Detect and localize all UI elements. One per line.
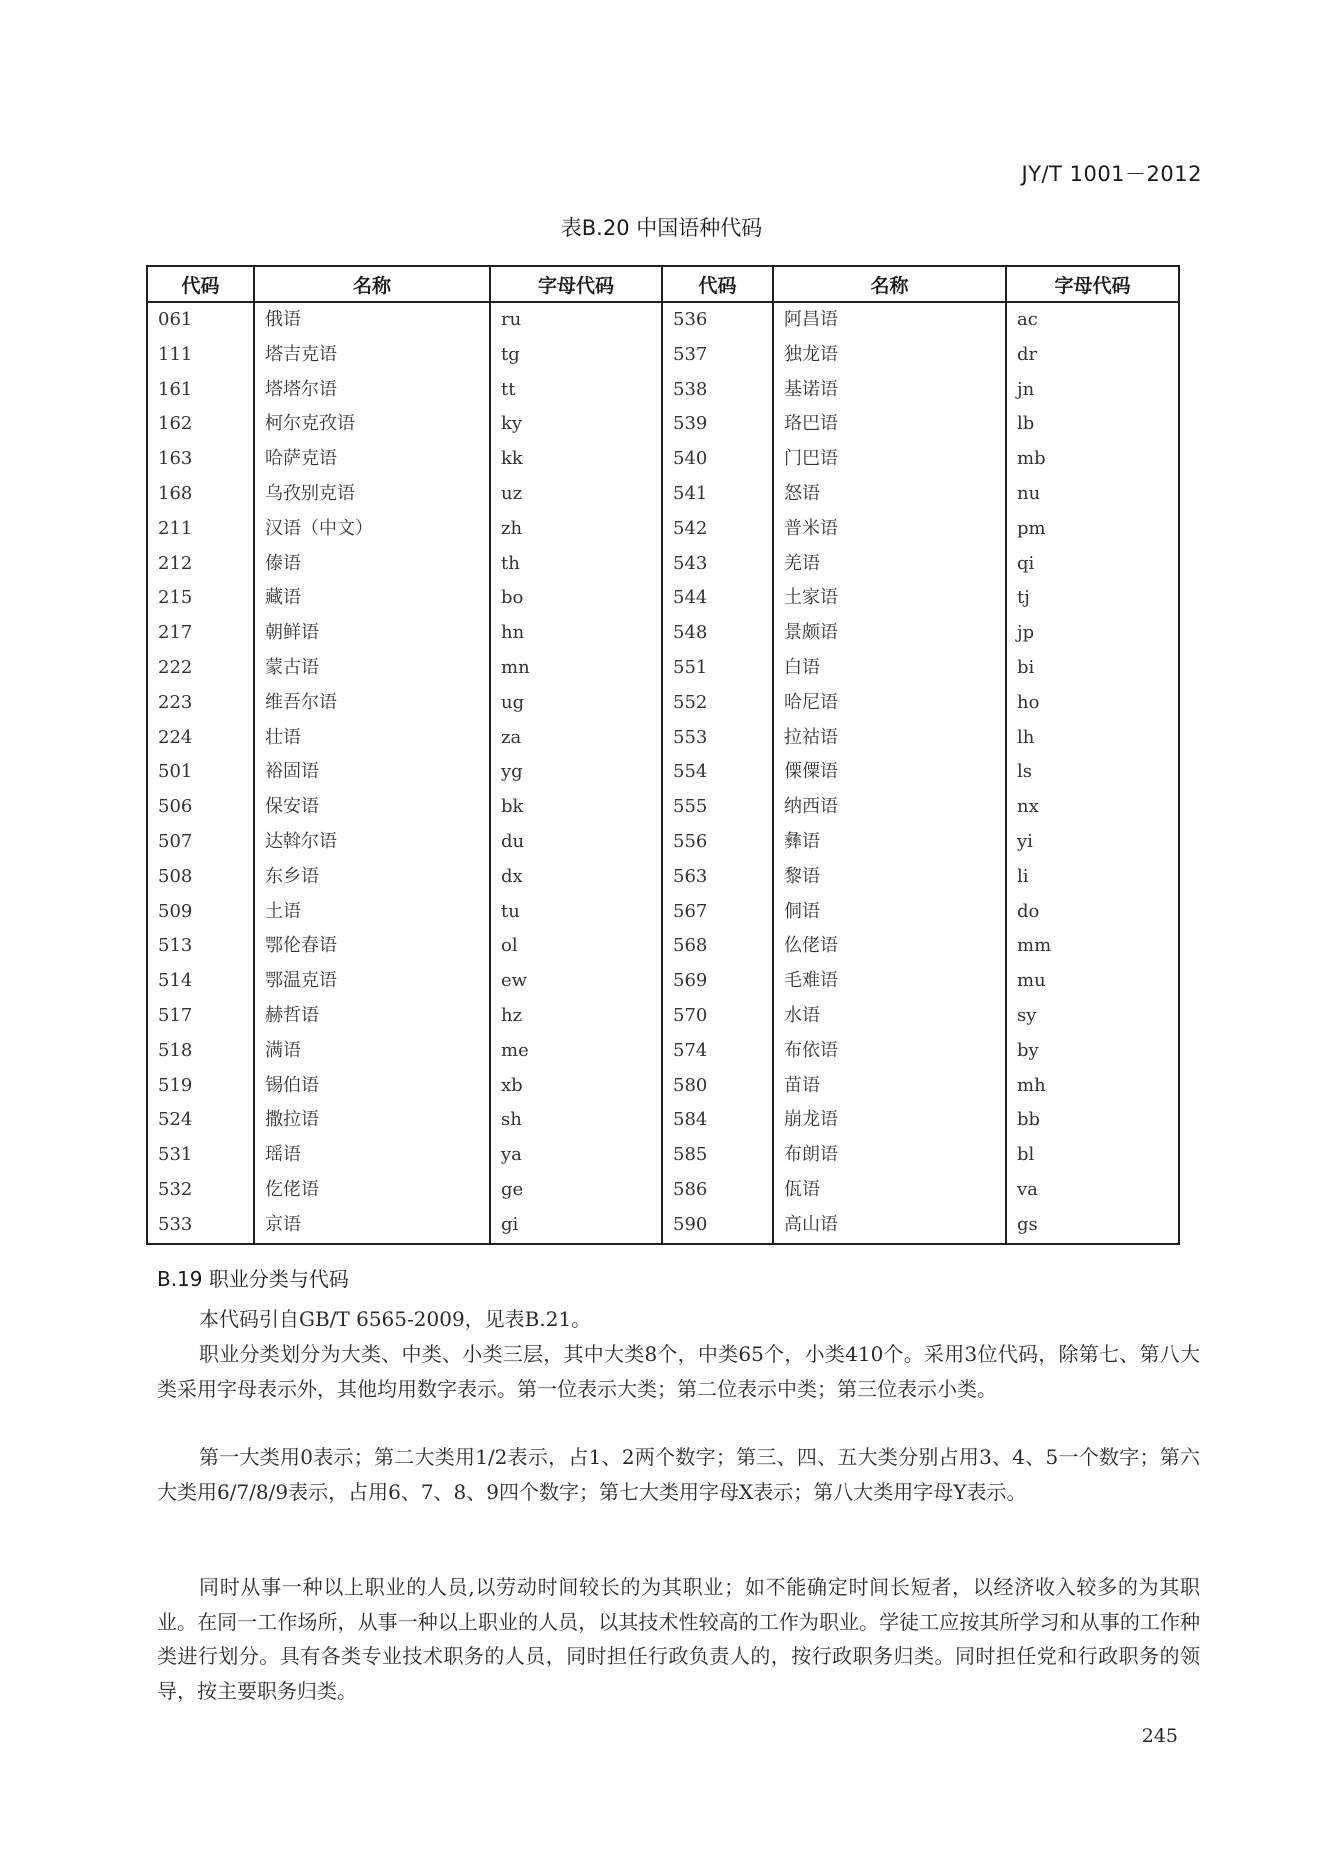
- cell-name: 俄语: [254, 302, 490, 338]
- cell-name: 仫佬语: [773, 929, 1006, 964]
- cell-name: 布朗语: [773, 1138, 1006, 1173]
- language-code-table: [146, 265, 1180, 1245]
- cell-name: 普米语: [773, 512, 1006, 547]
- cell-name: 柯尔克孜语: [254, 407, 490, 442]
- cell-letter-code: xb: [490, 1069, 662, 1104]
- cell-name: 阿昌语: [773, 302, 1006, 338]
- cell-letter-code: lh: [1006, 721, 1179, 756]
- cell-name: 侗语: [773, 895, 1006, 930]
- cell-letter-code: mm: [1006, 929, 1179, 964]
- paragraph: 本代码引自GB/T 6565-2009，见表B.21。: [199, 1307, 592, 1331]
- cell-letter-code: sy: [1006, 999, 1179, 1034]
- cell-letter-code: tj: [1006, 581, 1179, 616]
- cell-letter-code: tg: [490, 338, 662, 373]
- cell-code: 222: [147, 651, 254, 686]
- cell-code: 531: [147, 1138, 254, 1173]
- cell-letter-code: va: [1006, 1173, 1179, 1208]
- cell-name: 裕固语: [254, 755, 490, 790]
- table-row: [147, 373, 1179, 408]
- cell-name: 维吾尔语: [254, 686, 490, 721]
- cell-letter-code: tu: [490, 895, 662, 930]
- cell-code: 501: [147, 755, 254, 790]
- cell-name: 白语: [773, 651, 1006, 686]
- cell-name: 仡佬语: [254, 1173, 490, 1208]
- cell-code: 574: [662, 1034, 773, 1069]
- table-row: [147, 1173, 1179, 1208]
- cell-letter-code: mh: [1006, 1069, 1179, 1104]
- column-header-name: 名称: [254, 266, 490, 302]
- cell-letter-code: yg: [490, 755, 662, 790]
- cell-name: 珞巴语: [773, 407, 1006, 442]
- cell-name: 东乡语: [254, 860, 490, 895]
- cell-letter-code: nx: [1006, 790, 1179, 825]
- table-body: [147, 302, 1179, 1244]
- cell-name: 傈僳语: [773, 755, 1006, 790]
- cell-name: 京语: [254, 1208, 490, 1244]
- cell-letter-code: ls: [1006, 755, 1179, 790]
- paragraph: 同时从事一种以上职业的人员,以劳动时间较长的为其职业；如不能确定时间长短者，以经济收入较多的为其职业。在同一工作场所，从事一种以上职业的人员，以其技术性较高的工作为职业。学徒工应按其所学习和从事的工作种类进行划分。具有各类专业技术职务的人员，同时担任行政负责人的，按行政职务归类。同时担任党和行政职务的领导，按主要职务归类。: [157, 1575, 1200, 1703]
- table-row: [147, 999, 1179, 1034]
- cell-code: 539: [662, 407, 773, 442]
- cell-code: 161: [147, 373, 254, 408]
- paragraph: 第一大类用0表示；第二大类用1/2表示，占1、2两个数字；第三、四、五大类分别占用3、4、5一个数字；第六大类用6/7/8/9表示，占用6、7、8、9四个数字；第七大类用字母X表示；第八大类用字母Y表示。: [157, 1445, 1200, 1504]
- cell-name: 塔塔尔语: [254, 373, 490, 408]
- table-row: [147, 860, 1179, 895]
- paragraph: 职业分类划分为大类、中类、小类三层，其中大类8个，中类65个，小类410个。采用3位代码，除第七、第八大类采用字母表示外，其他均用数字表示。第一位表示大类；第二位表示中类；第三位表示小类。: [157, 1342, 1200, 1401]
- cell-code: 514: [147, 964, 254, 999]
- table-row: [147, 686, 1179, 721]
- table-row: [147, 477, 1179, 512]
- cell-letter-code: ky: [490, 407, 662, 442]
- cell-name: 汉语（中文）: [254, 512, 490, 547]
- cell-code: 556: [662, 825, 773, 860]
- cell-letter-code: qi: [1006, 547, 1179, 582]
- cell-code: 536: [662, 302, 773, 338]
- cell-letter-code: nu: [1006, 477, 1179, 512]
- cell-code: 544: [662, 581, 773, 616]
- cell-letter-code: mn: [490, 651, 662, 686]
- cell-letter-code: ug: [490, 686, 662, 721]
- cell-code: 168: [147, 477, 254, 512]
- table-row: [147, 825, 1179, 860]
- cell-name: 傣语: [254, 547, 490, 582]
- cell-name: 土语: [254, 895, 490, 930]
- cell-name: 黎语: [773, 860, 1006, 895]
- column-header-code: 代码: [662, 266, 773, 302]
- cell-code: 590: [662, 1208, 773, 1244]
- cell-code: 162: [147, 407, 254, 442]
- cell-code: 570: [662, 999, 773, 1034]
- cell-code: 538: [662, 373, 773, 408]
- cell-name: 哈萨克语: [254, 442, 490, 477]
- cell-code: 519: [147, 1069, 254, 1104]
- cell-code: 568: [662, 929, 773, 964]
- cell-code: 537: [662, 338, 773, 373]
- cell-name: 瑶语: [254, 1138, 490, 1173]
- cell-letter-code: ho: [1006, 686, 1179, 721]
- cell-code: 584: [662, 1103, 773, 1138]
- table-row: [147, 895, 1179, 930]
- table-row: [147, 1069, 1179, 1104]
- table-row: [147, 338, 1179, 373]
- cell-letter-code: ge: [490, 1173, 662, 1208]
- cell-letter-code: hn: [490, 616, 662, 651]
- cell-name: 撒拉语: [254, 1103, 490, 1138]
- cell-letter-code: dx: [490, 860, 662, 895]
- table-row: [147, 1034, 1179, 1069]
- cell-name: 哈尼语: [773, 686, 1006, 721]
- cell-letter-code: jn: [1006, 373, 1179, 408]
- cell-code: 533: [147, 1208, 254, 1244]
- table-row: [147, 442, 1179, 477]
- cell-code: 223: [147, 686, 254, 721]
- table-title: 表B.20 中国语种代码: [560, 216, 763, 240]
- cell-code: 567: [662, 895, 773, 930]
- table-row: [147, 1138, 1179, 1173]
- cell-code: 553: [662, 721, 773, 756]
- standard-code: JY/T 1001－2012: [1021, 162, 1202, 186]
- cell-code: 517: [147, 999, 254, 1034]
- cell-name: 达斡尔语: [254, 825, 490, 860]
- cell-letter-code: lb: [1006, 407, 1179, 442]
- cell-letter-code: li: [1006, 860, 1179, 895]
- cell-code: 585: [662, 1138, 773, 1173]
- cell-code: 513: [147, 929, 254, 964]
- page-number: 245: [1141, 1725, 1178, 1747]
- cell-code: 569: [662, 964, 773, 999]
- cell-code: 541: [662, 477, 773, 512]
- cell-code: 555: [662, 790, 773, 825]
- cell-letter-code: ew: [490, 964, 662, 999]
- cell-code: 224: [147, 721, 254, 756]
- cell-name: 满语: [254, 1034, 490, 1069]
- table-row: [147, 755, 1179, 790]
- column-header-code: 代码: [147, 266, 254, 302]
- cell-name: 朝鲜语: [254, 616, 490, 651]
- cell-code: 548: [662, 616, 773, 651]
- cell-name: 苗语: [773, 1069, 1006, 1104]
- cell-letter-code: do: [1006, 895, 1179, 930]
- cell-name: 崩龙语: [773, 1103, 1006, 1138]
- cell-code: 542: [662, 512, 773, 547]
- cell-letter-code: gs: [1006, 1208, 1179, 1244]
- cell-code: 580: [662, 1069, 773, 1104]
- table-row: [147, 651, 1179, 686]
- cell-code: 586: [662, 1173, 773, 1208]
- table-row: [147, 512, 1179, 547]
- cell-code: 552: [662, 686, 773, 721]
- cell-name: 塔吉克语: [254, 338, 490, 373]
- cell-letter-code: du: [490, 825, 662, 860]
- cell-code: 543: [662, 547, 773, 582]
- cell-name: 毛难语: [773, 964, 1006, 999]
- cell-letter-code: bo: [490, 581, 662, 616]
- cell-code: 163: [147, 442, 254, 477]
- cell-letter-code: ac: [1006, 302, 1179, 338]
- cell-code: 563: [662, 860, 773, 895]
- cell-name: 独龙语: [773, 338, 1006, 373]
- table-row: [147, 302, 1179, 338]
- cell-name: 土家语: [773, 581, 1006, 616]
- cell-code: 508: [147, 860, 254, 895]
- cell-name: 景颇语: [773, 616, 1006, 651]
- cell-code: 551: [662, 651, 773, 686]
- cell-code: 540: [662, 442, 773, 477]
- cell-name: 藏语: [254, 581, 490, 616]
- column-header-name: 名称: [773, 266, 1006, 302]
- cell-code: 061: [147, 302, 254, 338]
- cell-name: 鄂伦春语: [254, 929, 490, 964]
- cell-name: 基诺语: [773, 373, 1006, 408]
- table-row: [147, 581, 1179, 616]
- table-row: [147, 1103, 1179, 1138]
- cell-letter-code: bk: [490, 790, 662, 825]
- cell-name: 拉祜语: [773, 721, 1006, 756]
- cell-name: 佤语: [773, 1173, 1006, 1208]
- cell-letter-code: by: [1006, 1034, 1179, 1069]
- cell-letter-code: mu: [1006, 964, 1179, 999]
- cell-code: 509: [147, 895, 254, 930]
- cell-code: 111: [147, 338, 254, 373]
- cell-name: 保安语: [254, 790, 490, 825]
- table-row: [147, 616, 1179, 651]
- cell-letter-code: th: [490, 547, 662, 582]
- cell-name: 赫哲语: [254, 999, 490, 1034]
- cell-letter-code: bb: [1006, 1103, 1179, 1138]
- cell-name: 蒙古语: [254, 651, 490, 686]
- table-row: [147, 964, 1179, 999]
- cell-letter-code: mb: [1006, 442, 1179, 477]
- table-row: [147, 407, 1179, 442]
- cell-name: 布依语: [773, 1034, 1006, 1069]
- cell-letter-code: ya: [490, 1138, 662, 1173]
- cell-letter-code: uz: [490, 477, 662, 512]
- table-row: [147, 1208, 1179, 1244]
- cell-name: 壮语: [254, 721, 490, 756]
- cell-letter-code: me: [490, 1034, 662, 1069]
- cell-name: 鄂温克语: [254, 964, 490, 999]
- cell-name: 高山语: [773, 1208, 1006, 1244]
- cell-code: 217: [147, 616, 254, 651]
- cell-code: 554: [662, 755, 773, 790]
- cell-code: 518: [147, 1034, 254, 1069]
- cell-name: 纳西语: [773, 790, 1006, 825]
- cell-letter-code: tt: [490, 373, 662, 408]
- cell-letter-code: pm: [1006, 512, 1179, 547]
- cell-name: 水语: [773, 999, 1006, 1034]
- table-row: [147, 721, 1179, 756]
- cell-letter-code: kk: [490, 442, 662, 477]
- cell-letter-code: bi: [1006, 651, 1179, 686]
- cell-name: 锡伯语: [254, 1069, 490, 1104]
- column-header-letter-code: 字母代码: [1006, 266, 1179, 302]
- cell-code: 506: [147, 790, 254, 825]
- cell-letter-code: bl: [1006, 1138, 1179, 1173]
- cell-letter-code: jp: [1006, 616, 1179, 651]
- cell-name: 乌孜别克语: [254, 477, 490, 512]
- table-row: [147, 790, 1179, 825]
- cell-name: 羌语: [773, 547, 1006, 582]
- cell-code: 532: [147, 1173, 254, 1208]
- cell-letter-code: sh: [490, 1103, 662, 1138]
- cell-code: 211: [147, 512, 254, 547]
- cell-letter-code: hz: [490, 999, 662, 1034]
- table-row: [147, 929, 1179, 964]
- cell-code: 212: [147, 547, 254, 582]
- cell-letter-code: yi: [1006, 825, 1179, 860]
- cell-letter-code: ru: [490, 302, 662, 338]
- cell-letter-code: ol: [490, 929, 662, 964]
- cell-letter-code: za: [490, 721, 662, 756]
- table-row: [147, 547, 1179, 582]
- cell-name: 怒语: [773, 477, 1006, 512]
- cell-letter-code: dr: [1006, 338, 1179, 373]
- cell-letter-code: zh: [490, 512, 662, 547]
- cell-code: 524: [147, 1103, 254, 1138]
- table-header-row: [147, 266, 1179, 302]
- column-header-letter-code: 字母代码: [490, 266, 662, 302]
- section-heading: B.19 职业分类与代码: [157, 1267, 349, 1291]
- cell-code: 507: [147, 825, 254, 860]
- cell-code: 215: [147, 581, 254, 616]
- cell-letter-code: gi: [490, 1208, 662, 1244]
- cell-name: 门巴语: [773, 442, 1006, 477]
- cell-name: 彝语: [773, 825, 1006, 860]
